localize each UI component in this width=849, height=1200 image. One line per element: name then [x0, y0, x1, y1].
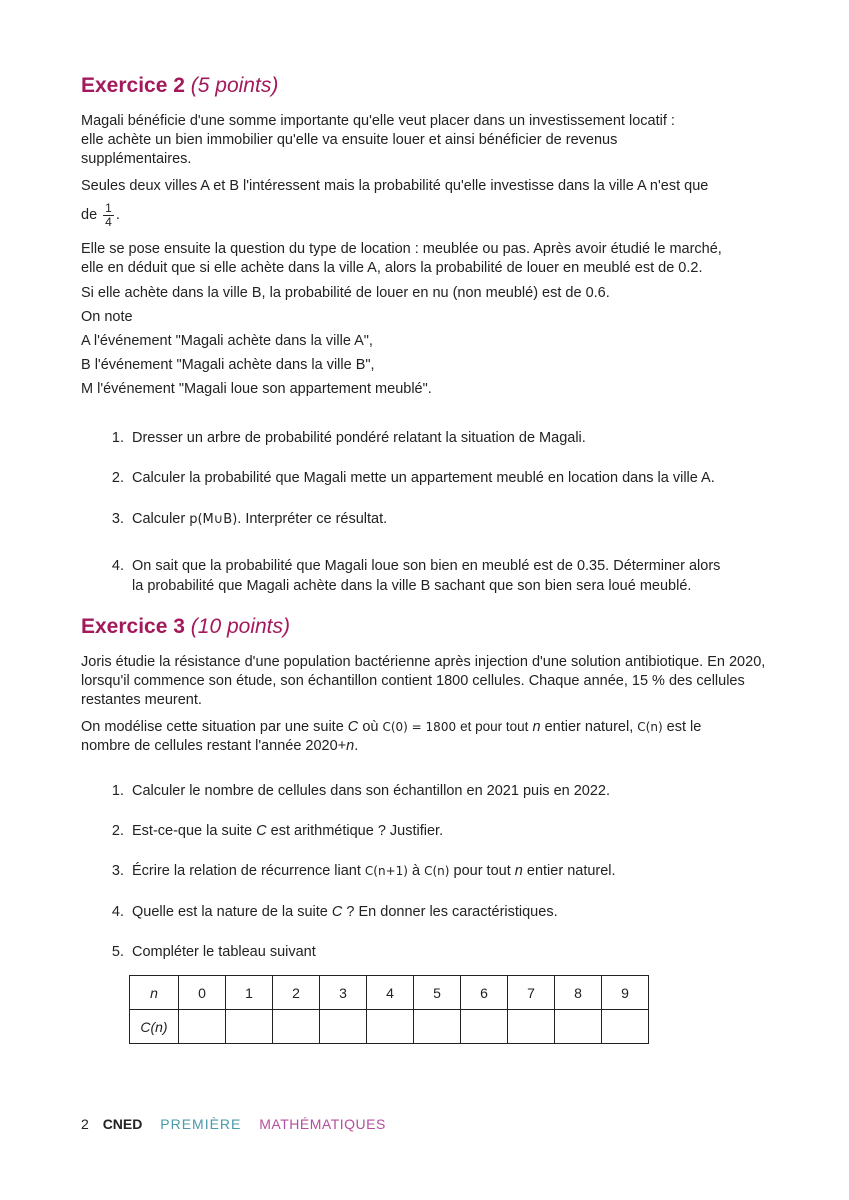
question-text-end: entier naturel.	[526, 863, 616, 879]
table-cell-empty[interactable]	[602, 1010, 649, 1044]
ex3-question-3	[106, 861, 786, 881]
ex2-ville-b: Si elle achète dans la ville B, la probabilité de louer en nu (non meublé) est de 0.6.	[81, 285, 610, 301]
math-cn-plus-1: C(n+1)	[364, 864, 408, 878]
ex3-question-4	[106, 902, 786, 922]
model-n: n	[532, 719, 541, 735]
question-text-post: est arithmétique ? Justifier.	[270, 823, 444, 839]
question-number: 1.	[111, 430, 124, 446]
question-text: Dresser un arbre de probabilité pondéré relatant la situation de Magali.	[132, 430, 586, 446]
ex2-location-line-2: elle en déduit que si elle achète dans la ville A, alors la probabilité de louer en meublé est de 0.2.	[81, 260, 703, 276]
ex2-question-2	[106, 468, 786, 488]
table-cell-n: 1	[226, 976, 273, 1010]
table-cell-empty[interactable]	[179, 1010, 226, 1044]
ex2-villes-line-1: Seules deux villes A et B l'intéressent mais la probabilité qu'elle investisse dans la ville A n'est que	[81, 178, 709, 194]
table-cell-empty[interactable]	[367, 1010, 414, 1044]
ex2-villes-line-2	[81, 198, 781, 232]
question-text-italic: C	[256, 823, 267, 839]
question-number: 4.	[111, 558, 124, 574]
model-c: C	[347, 719, 359, 735]
question-text	[132, 902, 786, 922]
question-text-post: . Interpréter ce résultat.	[237, 511, 388, 527]
values-table	[129, 975, 649, 1044]
exercise-3-title	[81, 615, 290, 639]
question-text-post: ? En donner les caractéristiques.	[346, 904, 558, 920]
question-text	[132, 821, 786, 841]
question-text-pre: Écrire la relation de récurrence liant	[132, 863, 361, 879]
model-pre: On modélise cette situation par une suite	[81, 719, 344, 735]
math-cn: C(n)	[424, 864, 450, 878]
ex2-intro-line-1: Magali bénéficie d'une somme importante qu'elle veut placer dans un investissement locatif :	[81, 113, 675, 129]
question-text-italic: n	[514, 863, 523, 879]
question-text	[132, 509, 786, 530]
question-text-post: pour tout	[453, 863, 511, 879]
model-mid: et pour tout	[460, 719, 529, 734]
table-header-cn: C(n)	[130, 1010, 179, 1044]
question-number: 1.	[111, 783, 124, 799]
ex3-question-1	[106, 781, 786, 801]
model-l2-end: .	[354, 738, 359, 754]
exercise-2-title	[81, 74, 278, 98]
question-text: Calculer la probabilité que Magali mette un appartement meublé en location dans la ville A.	[132, 470, 715, 486]
question-text: Calculer le nombre de cellules dans son échantillon en 2021 puis en 2022.	[132, 783, 611, 799]
page-number: 2	[81, 1116, 89, 1132]
ex2-event-a: A l'événement "Magali achète dans la ville A",	[81, 333, 373, 349]
ex3-question-5	[106, 942, 786, 962]
exercise-3-points: (10 points)	[190, 615, 290, 638]
table-cell-n: 0	[179, 976, 226, 1010]
ex2-event-b: B l'événement "Magali achète dans la ville B",	[81, 357, 375, 373]
model-l2-pre: nombre de cellules restant l'année 2020+	[81, 738, 347, 754]
question-text-line-1: On sait que la probabilité que Magali loue son bien en meublé est de 0.35. Déterminer alors	[132, 558, 721, 574]
question-text-mid: à	[412, 863, 421, 879]
ex2-question-3	[106, 509, 786, 530]
model-mid2: entier naturel,	[544, 719, 634, 735]
math-p-m-union-b: p(M∪B)	[189, 512, 238, 527]
footer-subject: MATHÉMATIQUES	[259, 1116, 386, 1132]
table-cell-n: 2	[273, 976, 320, 1010]
table-cell-n: 7	[508, 976, 555, 1010]
ex3-intro: Joris étudie la résistance d'une population bactérienne après injection d'une solution antibiotique. En 2020, lorsqu'il commence son étude, son échantillon contient 1800 cellules. Chaque année, 15 % des cellules restantes meurent.	[81, 654, 766, 708]
question-text: Compléter le tableau suivant	[132, 944, 316, 960]
ex2-question-4	[106, 556, 786, 596]
question-text-pre: Quelle est la nature de la suite	[132, 904, 328, 920]
question-text	[132, 861, 786, 881]
table-cell-empty[interactable]	[555, 1010, 602, 1044]
footer-level: PREMIÈRE	[160, 1116, 242, 1132]
ex2-on-note: On note	[81, 309, 133, 325]
table-cell-empty[interactable]	[226, 1010, 273, 1044]
ex3-model-line-1	[81, 717, 781, 737]
table-cell-empty[interactable]	[461, 1010, 508, 1044]
table-cell-empty[interactable]	[273, 1010, 320, 1044]
question-number: 2.	[111, 823, 124, 839]
exercise-2-heading: Exercice 2	[81, 74, 185, 97]
exercise-3-heading: Exercice 3	[81, 615, 185, 638]
question-text-pre: Est-ce-que la suite	[132, 823, 253, 839]
fraction-one-quarter	[103, 202, 114, 229]
question-number: 4.	[111, 904, 124, 920]
question-text-italic: C	[331, 904, 343, 920]
table-header-n: n	[130, 976, 179, 1010]
ex2-intro-line-2: elle achète un bien immobilier qu'elle va ensuite louer et ainsi bénéficier de revenus supplémentaires.	[81, 132, 618, 167]
table-row-cn	[130, 1010, 649, 1044]
question-number: 2.	[111, 470, 124, 486]
table-row-n	[130, 976, 649, 1010]
ex2-location-line-1: Elle se pose ensuite la question du type de location : meublée ou pas. Après avoir étudié le marché,	[81, 241, 722, 257]
table-cell-empty[interactable]	[320, 1010, 367, 1044]
table-cell-n: 6	[461, 976, 508, 1010]
model-post: est le	[666, 719, 702, 735]
question-number: 3.	[111, 511, 124, 527]
table-cell-empty[interactable]	[414, 1010, 461, 1044]
question-text-line-2: la probabilité que Magali achète dans la ville B sachant que son bien sera loué meublé.	[132, 578, 692, 594]
ex2-villes-de: de	[81, 207, 98, 223]
ex3-question-2	[106, 821, 786, 841]
footer	[81, 1116, 400, 1132]
ex3-model-line-2	[81, 737, 781, 756]
footer-cned: CNED	[102, 1116, 143, 1132]
ex2-event-m: M l'événement "Magali loue son appartement meublé".	[81, 381, 432, 397]
model-l2-n: n	[346, 738, 355, 754]
ex2-question-1	[106, 428, 786, 448]
table-cell-empty[interactable]	[508, 1010, 555, 1044]
math-c0: C(0) = 1800	[382, 720, 457, 734]
question-text-pre: Calculer	[132, 511, 186, 527]
table-cell-n: 4	[367, 976, 414, 1010]
model-ou: où	[362, 719, 379, 735]
table-cell-n: 9	[602, 976, 649, 1010]
math-cn: C(n)	[637, 720, 663, 734]
question-number: 5.	[111, 944, 124, 960]
fraction-numerator: 1	[105, 200, 112, 215]
table-cell-n: 8	[555, 976, 602, 1010]
question-number: 3.	[111, 863, 124, 879]
table-cell-n: 3	[320, 976, 367, 1010]
ex2-villes-end: .	[115, 207, 120, 223]
fraction-denominator: 4	[105, 214, 112, 229]
exercise-2-points: (5 points)	[190, 74, 279, 97]
table-cell-n: 5	[414, 976, 461, 1010]
